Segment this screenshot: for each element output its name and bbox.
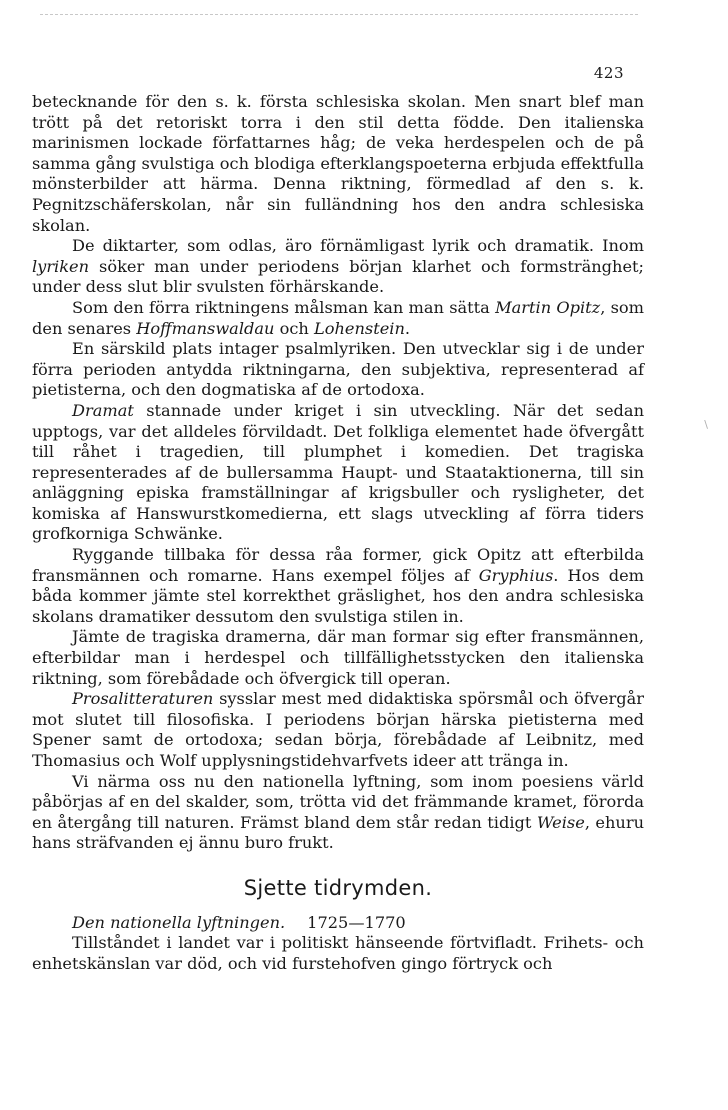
paragraph <box>32 339 644 401</box>
text-run: , ehuru hans sträfvanden ej ännu buro frukt. <box>32 812 645 853</box>
text-run: , som den senares <box>32 297 644 338</box>
text-run: . Hos dem båda kommer jämte stel korrekthet gräslighet, hos den andra schlesiska skolans dramatiker dessutom den svulstiga stilen in. <box>32 565 644 626</box>
text-run: En särskild plats intager psalmlyriken. Den utvecklar sig i de under förra perioden antydda riktningarna, den subjektiva, representerad af pietisterna, och den dogmatiska af de ortodoxa. <box>32 339 644 400</box>
margin-mark: \ <box>704 418 708 431</box>
text-run: Vi närma oss nu den nationella lyftning, som inom poesiens värld påbörjas af en del skalder, som, trötta vid det främmande kramet, förorda en återgång till naturen. Främst bland dem står redan tidigt <box>32 771 644 832</box>
text-run: . <box>404 318 411 338</box>
subtitle-text: Den nationella lyftningen. <box>72 912 286 932</box>
closing-paragraph: Tillståndet i landet var i politiskt hänseende förtvifladt. Frihets- och enhetskänslan var död, och vid furstehofven gingo förtryck och <box>32 933 644 973</box>
paragraph <box>32 772 644 854</box>
italic-term: lyriken <box>32 256 90 276</box>
text-run: betecknande för den s. k. första schlesiska skolan. Men snart blef man trött på det retoriskt torra i den stil detta födde. Den italienska marinismen lockade författarnes håg; de veka herdespelen och de på samma gång svulstiga och blodiga efterklangspoeterna erbjuda effektfulla mönsterbilder att härma. Denna riktning, förmedlad af den s. k. Pegnitzschäferskolan, når sin fulländning hos den andra schlesiska skolan. <box>32 92 644 235</box>
paragraph <box>32 401 644 545</box>
page-number: 423 <box>593 64 624 82</box>
text-run: stannade under kriget i sin utveckling. När det sedan upptogs, var det alldeles förvildadt. Det folkliga elementet hade öfvergått till råhet i tragedien, till plumphet i komedien. Det tragiska representerades af de bullersamma Haupt- und Staataktionerna, till sin anläggning episka framställningar af krigsbuller och rysligheter, det komiska af Hanswurstkomedierna, ett slags utveckling af förra tiders grofkorniga Schwänke. <box>32 400 644 544</box>
italic-term: Weise <box>536 812 585 832</box>
paragraph <box>32 545 644 627</box>
section-heading: Sjette tidrymden. <box>243 875 433 900</box>
paragraph <box>32 689 644 771</box>
italic-term: Martin Opitz <box>495 297 601 317</box>
text-run: sysslar mest med didaktiska spörsmål och öfvergår mot slutet till filosofiska. I periodens början härska pietisterna med Spener samt de ortodoxa; sedan börja, förebådade af Leibnitz, med Thomasius och Wolf upplysningstidehvarfvets ideer att tränga in. <box>32 689 644 770</box>
text-run: De diktarter, som odlas, äro förnämligast lyrik och dramatik. Inom <box>72 236 644 256</box>
body-text <box>32 92 644 974</box>
subtitle-years: 1725—1770 <box>307 912 406 932</box>
paragraph <box>32 92 644 236</box>
text-run: Jämte de tragiska dramerna, där man formar sig efter fransmännen, efterbildar man i herdespel och tillfällighetsstycken den italienska riktning, som förebådade och öfvergick till operan. <box>32 627 644 688</box>
section-subtitle <box>32 913 644 934</box>
text-run: söker man under periodens början klarhet och formstränghet; under dess slut blir svulsten förhärskande. <box>32 256 644 297</box>
text-run: och <box>274 318 314 338</box>
italic-term: Prosalitteraturen <box>72 689 214 709</box>
paragraph <box>32 298 644 339</box>
italic-term: Hoffmanswaldau <box>136 318 275 338</box>
paragraph <box>32 236 644 298</box>
italic-term: Lohenstein <box>313 318 405 338</box>
paragraph-list <box>32 92 644 854</box>
top-edge-rule <box>40 14 638 15</box>
text-run: Som den förra riktningens målsman kan man sätta <box>72 297 496 317</box>
paragraph <box>32 627 644 689</box>
italic-term: Gryphius <box>478 565 554 585</box>
italic-term: Dramat <box>72 400 134 420</box>
text-run: Ryggande tillbaka för dessa råa former, gick Opitz att efterbilda fransmännen och romarne. Hans exempel följes af <box>32 545 644 585</box>
